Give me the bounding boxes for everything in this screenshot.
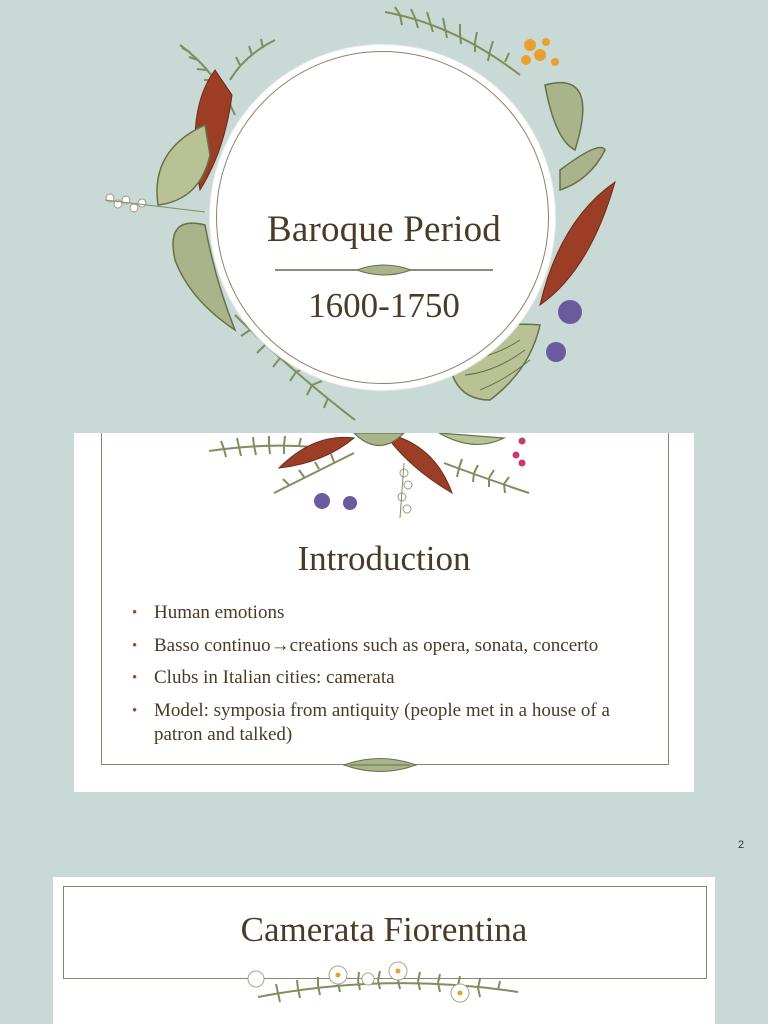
bullet-dot-icon: • [132, 605, 138, 621]
bullet-dot-icon: • [132, 670, 138, 686]
bullet-list [130, 601, 650, 755]
slide-heading: Introduction [297, 539, 471, 578]
bullet-item [130, 634, 650, 658]
white-blossoms [398, 463, 412, 518]
camerata-slide [53, 877, 715, 1024]
fern-right [444, 459, 529, 493]
floral-footer [238, 957, 538, 1024]
leaf-ornament-icon [342, 756, 418, 774]
introduction-slide [74, 433, 694, 792]
bullet-text: Human emotions [154, 602, 285, 623]
bullet-item [130, 666, 650, 690]
leaf-red-right [384, 433, 452, 493]
bullet-text: Model: symposia from antiquity (people met in a house of a patron and talked) [154, 699, 610, 745]
slide-subtitle: 1600-1750 [308, 286, 460, 325]
bullet-item [130, 601, 650, 625]
orange-flowers [521, 38, 559, 66]
leaf-green-left [157, 125, 210, 205]
purple-flowers [314, 493, 357, 510]
bullet-text: Clubs in Italian cities: camerata [154, 667, 395, 688]
pink-buds [513, 438, 526, 467]
fern [258, 971, 518, 1002]
bullet-item [130, 699, 650, 747]
slide-heading: Camerata Fiorentina [240, 910, 528, 949]
page-number: 2 [738, 839, 745, 851]
slide-title: Baroque Period [267, 209, 501, 250]
bullet-dot-icon: • [132, 637, 138, 654]
leaf-divider [275, 262, 493, 278]
title-slide [0, 0, 768, 425]
floral-header [204, 433, 534, 523]
leaf-green-right [545, 83, 583, 150]
bullet-dot-icon: • [132, 702, 138, 719]
bullet-text: Basso continuo→creations such as opera, sonata, concerto [154, 634, 599, 656]
